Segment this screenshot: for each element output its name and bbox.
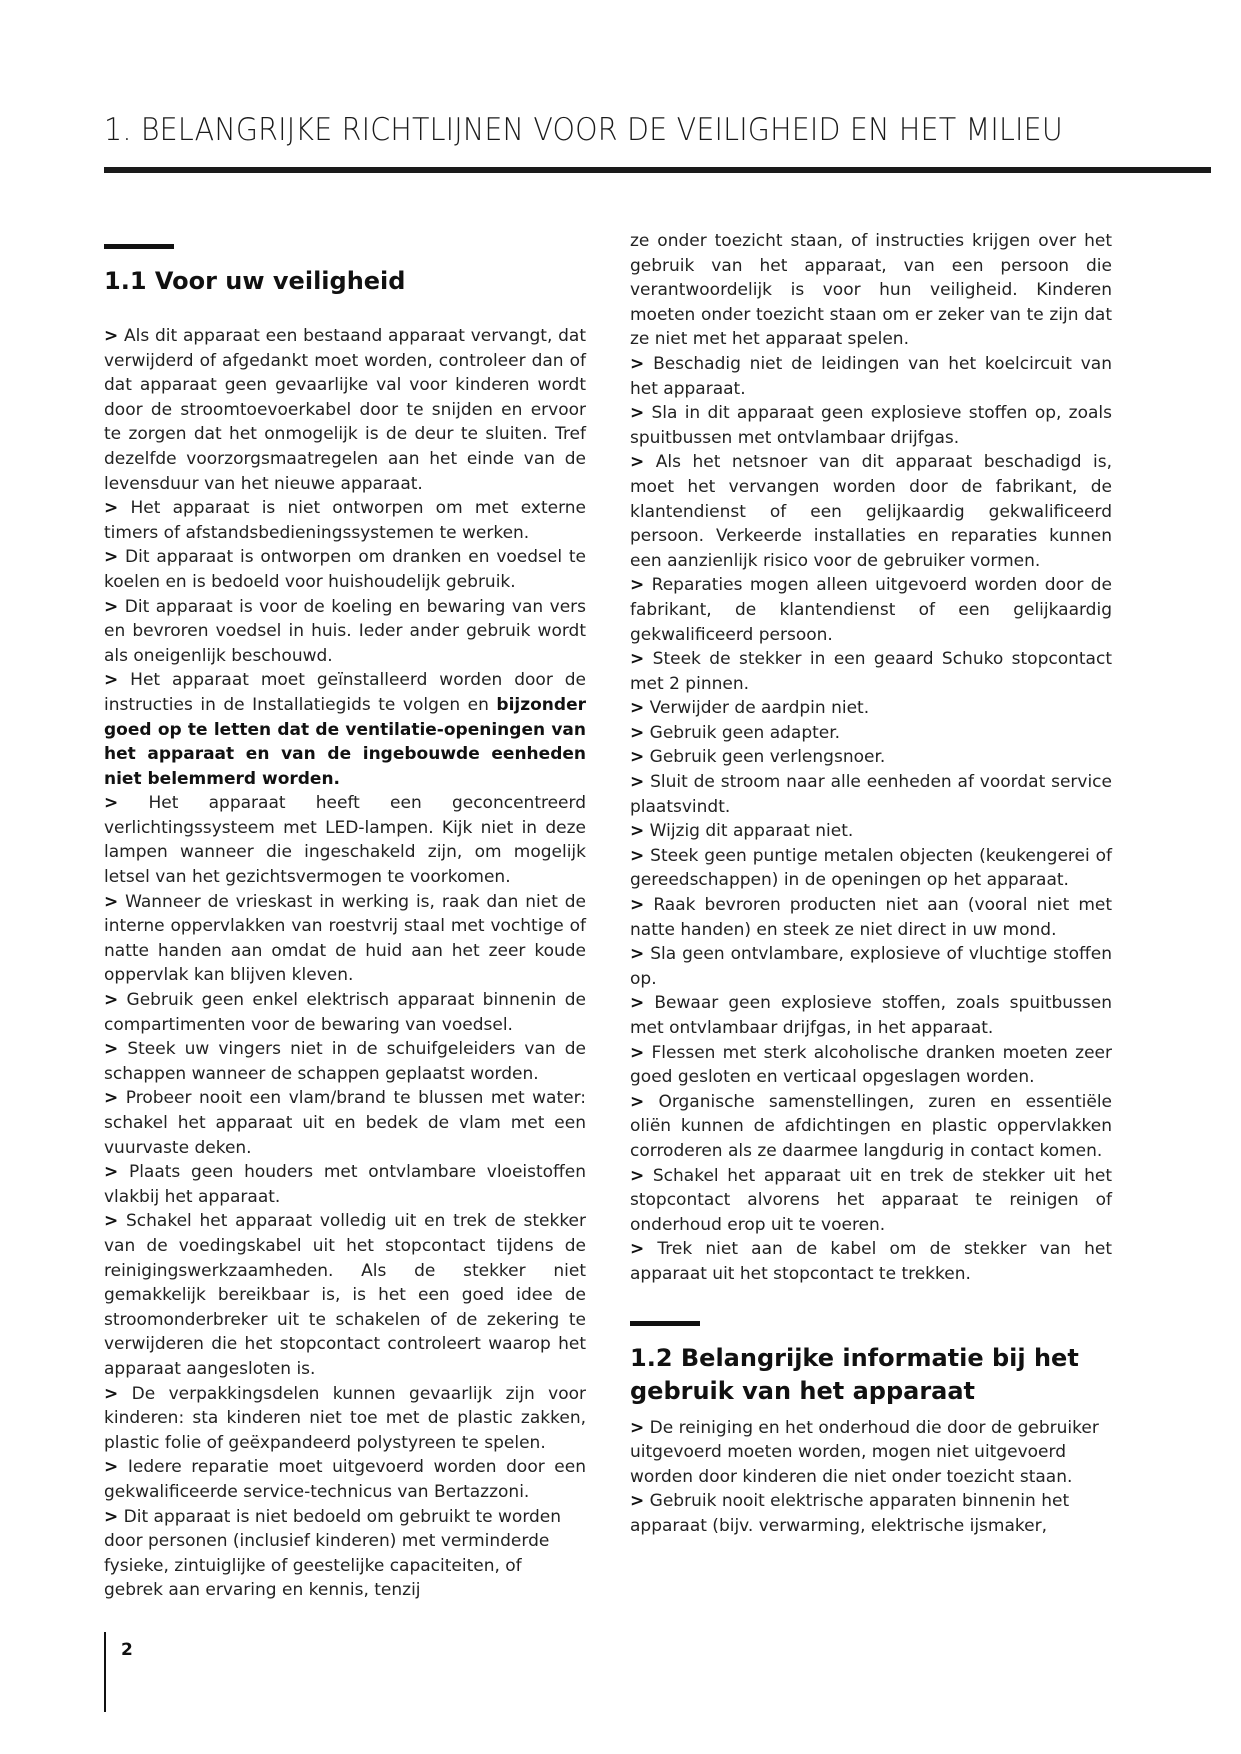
list-item: > Beschadig niet de leidingen van het koelcircuit van het apparaat. <box>630 353 1112 399</box>
bold-emphasis: bijzonder goed op te letten dat de ventilatie-openingen van het apparaat en van de ingebouwde eenheden niet belemmerd worden. <box>104 694 586 789</box>
list-item: > Gebruik geen enkel elektrisch apparaat binnenin de compartimenten voor de bewaring van voedsel. <box>104 990 586 1035</box>
list-item: > Reparaties mogen alleen uitgevoerd worden door de fabrikant, de klantendienst of een gelijkaardig gekwalificeerd persoon. <box>630 575 1112 645</box>
page-number: 2 <box>121 1640 133 1660</box>
section-heading-1-2: 1.2 Belangrijke informatie bij het gebruik van het apparaat <box>630 1343 1079 1405</box>
list-item: > Steek uw vingers niet in de schuifgeleiders van de schappen wanneer de schappen geplaatst worden. <box>104 1039 586 1084</box>
list-item: > Organische samenstellingen, zuren en essentiële oliën kunnen de afdichtingen en plastic oppervlakken corroderen als ze daarmee langdurig in contact komen. <box>630 1091 1113 1161</box>
list-item: > Het apparaat moet geïnstalleerd worden door de instructies in de Installatiegids te volgen en bijzonder goed op te letten dat de ventilatie-openingen van het apparaat en van de ingebouwde eenheden niet belemmerd worden. <box>104 670 586 789</box>
list-item: > Verwijder de aardpin niet. <box>630 698 870 719</box>
list-item: > Gebruik geen adapter. <box>630 722 841 743</box>
section-1-2 <box>630 1321 1112 1539</box>
list-item: > Het apparaat is niet ontworpen om met externe timers of afstandsbedieningssystemen te werken. <box>104 498 587 543</box>
section-bar <box>104 244 174 249</box>
list-item: > Gebruik nooit elektrische apparaten binnenin het apparaat (bijv. verwarming, elektrische ijsmaker, <box>630 1491 1070 1536</box>
list-item: > Trek niet aan de kabel om de stekker van het apparaat uit het stopcontact te trekken. <box>630 1239 1113 1284</box>
page-number-bar <box>104 1632 106 1712</box>
list-item: > Gebruik geen verlengsnoer. <box>630 747 886 768</box>
left-column <box>104 244 586 1603</box>
list-item: > Steek geen puntige metalen objecten (keukengerei of gereedschappen) in de openingen op het apparaat. <box>630 845 1113 891</box>
list-item: > Het apparaat heeft een geconcentreerd verlichtingssysteem met LED-lampen. Kijk niet in deze lampen wanneer die ingeschakeld zijn, om mogelijk letsel van het gezichtsvermogen te voorkomen. <box>104 793 586 888</box>
list-item: > Iedere reparatie moet uitgevoerd worden door een gekwalificeerde service-technicus van Bertazzoni. <box>104 1457 587 1502</box>
list-item: > Flessen met sterk alcoholische dranken moeten zeer goed gesloten en verticaal opgeslagen worden. <box>630 1042 1113 1088</box>
list-item: > Wanneer de vrieskast in werking is, raak dan niet de interne oppervlakken van roestvrij staal met vochtige of natte handen aan omdat de huid aan het zeer koude oppervlak kan blijven kleven. <box>104 891 587 986</box>
right-column <box>630 229 1112 1539</box>
list-item: > Wijzig dit apparaat niet. <box>630 821 854 842</box>
section-bar <box>630 1321 700 1326</box>
list-item: > Sla geen ontvlambare, explosieve of vluchtige stoffen op. <box>630 944 1112 989</box>
title-rule <box>104 167 1211 173</box>
list-item: > Steek de stekker in een geaard Schuko stopcontact met 2 pinnen. <box>630 649 1112 694</box>
list-item: > De reiniging en het onderhoud die door de gebruiker uitgevoerd moeten worden, mogen niet uitgevoerd worden door kinderen die niet onder toezicht staan. <box>630 1417 1099 1487</box>
list-item: > Raak bevroren producten niet aan (vooral niet met natte handen) en steek ze niet direct in uw mond. <box>630 895 1113 940</box>
list-item: > Bewaar geen explosieve stoffen, zoals spuitbussen met ontvlambaar drijfgas, in het apparaat. <box>630 993 1113 1038</box>
list-item-continuation: ze onder toezicht staan, of instructies krijgen over het gebruik van het apparaat, van een persoon die verantwoordelijk is voor hun veiligheid. Kinderen moeten onder toezicht staan om er zeker van te zijn dat ze niet met het apparaat spelen. <box>630 231 1112 350</box>
list-item: > Als dit apparaat een bestaand apparaat vervangt, dat verwijderd of afgedankt moet worden, controleer dan of dat apparaat geen gevaarlijke val voor kinderen wordt door de stroomtoevoerkabel door te snijden en ervoor te zorgen dat het onmogelijk is de deur te sluiten. Tref dezelfde voorzorgsmaatregelen aan het einde van de levensduur van het nieuwe apparaat. <box>104 326 587 494</box>
list-item: > Sluit de stroom naar alle eenheden af voordat service plaatsvindt. <box>630 772 1112 817</box>
list-item: > Sla in dit apparaat geen explosieve stoffen op, zoals spuitbussen met ontvlambaar drijfgas. <box>630 403 1113 448</box>
list-item: > De verpakkingsdelen kunnen gevaarlijk zijn voor kinderen: sta kinderen niet toe met de plastic zakken, plastic folie of geëxpandeerd polystyreen te spelen. <box>104 1383 586 1453</box>
list-item: > Schakel het apparaat volledig uit en trek de stekker van de voedingskabel uit het stopcontact tijdens de reinigingswerkzaamheden. Als de stekker niet gemakkelijk bereikbaar is, is het een goed idee de stroomonderbreker uit te schakelen of de zekering te verwijderen die het stopcontact controleert waarop het apparaat aangesloten is. <box>104 1211 587 1379</box>
page-title: 1. BELANGRIJKE RICHTLIJNEN VOOR DE VEILIGHEID EN HET MILIEU <box>104 112 1063 148</box>
list-item: > Schakel het apparaat uit en trek de stekker uit het stopcontact alvorens het apparaat te reinigen of onderhoud erop uit te voeren. <box>630 1165 1112 1235</box>
section-heading-1-1: 1.1 Voor uw veiligheid <box>104 267 406 295</box>
list-item: > Als het netsnoer van dit apparaat beschadigd is, moet het vervangen worden door de fabrikant, de klantendienst of een gelijkaardig gekwalificeerd persoon. Verkeerde installaties en reparaties kunnen een aanzienlijk risico voor de gebruiker vormen. <box>630 452 1112 571</box>
list-item: > Dit apparaat is niet bedoeld om gebruikt te worden door personen (inclusief kinderen) met verminderde fysieke, zintuiglijke of geestelijke capaciteiten, of gebrek aan ervaring en kennis, tenzij <box>104 1506 562 1601</box>
list-item: > Dit apparaat is ontworpen om dranken en voedsel te koelen en is bedoeld voor huishoudelijk gebruik. <box>104 547 586 592</box>
list-item: > Plaats geen houders met ontvlambare vloeistoffen vlakbij het apparaat. <box>104 1162 587 1207</box>
list-item: > Probeer nooit een vlam/brand te blussen met water: schakel het apparaat uit en bedek de vlam met een vuurvaste deken. <box>104 1088 587 1158</box>
list-item: > Dit apparaat is voor de koeling en bewaring van vers en bevroren voedsel in huis. Ieder ander gebruik wordt als oneigenlijk beschouwd. <box>104 596 587 666</box>
